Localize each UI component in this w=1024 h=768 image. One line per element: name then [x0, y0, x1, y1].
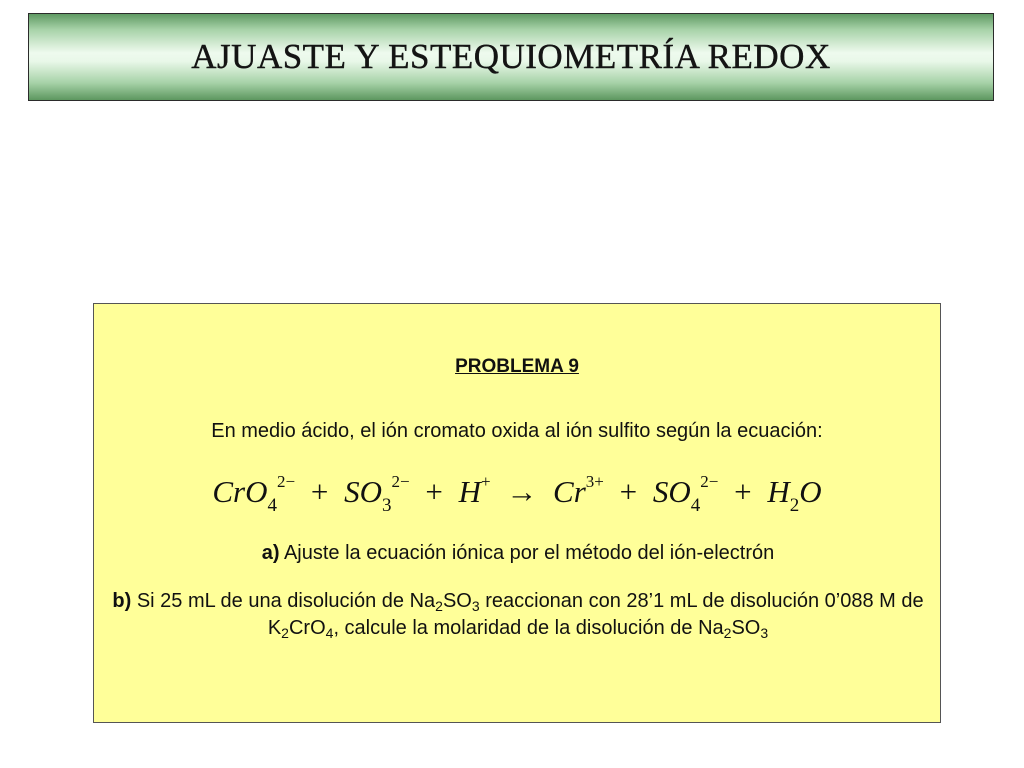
problem-intro: En medio ácido, el ión cromato oxida al ión sulfito según la ecuación: [211, 420, 823, 442]
eq-plus: + [734, 474, 752, 509]
eq-term-chromate: CrO$_4^{2-}$ [212, 472, 296, 516]
problem-box [93, 303, 941, 723]
slide-title: AJUASTE Y ESTEQUIOMETRÍA REDOX [191, 37, 831, 76]
eq-plus: + [425, 474, 443, 509]
question-b [112, 588, 924, 642]
eq-arrow: → [506, 474, 538, 509]
eq-plus: + [310, 474, 329, 509]
title-banner [28, 13, 994, 101]
eq-term-chromium: $Cr^{3+}$ [553, 472, 604, 509]
eq-term-water: $H_2O$ [767, 474, 822, 516]
redox-equation [94, 474, 940, 524]
question-a [112, 540, 924, 567]
question-b-text: Si 25 mL de una disolución de $Na_2SO_3$ reaccionan con 28’1 mL de disolución 0’088 M de $K_2CrO_4$, calcule la molaridad de la disolución de $Na_2SO_3$ [136, 590, 924, 641]
problem-heading: PROBLEMA 9 [455, 356, 579, 377]
eq-term-proton: H+ [458, 472, 491, 509]
question-b-label: b) [112, 590, 132, 612]
eq-term-sulfate: $SO_4^{2-}$ [652, 472, 719, 516]
eq-plus: + [619, 474, 638, 509]
eq-term-sulfite: $SO_3^{2-}$ [344, 472, 410, 516]
question-a-text: Ajuste la ecuación iónica por el método del ión-electrón [283, 542, 775, 564]
question-a-label: a) [261, 542, 280, 564]
